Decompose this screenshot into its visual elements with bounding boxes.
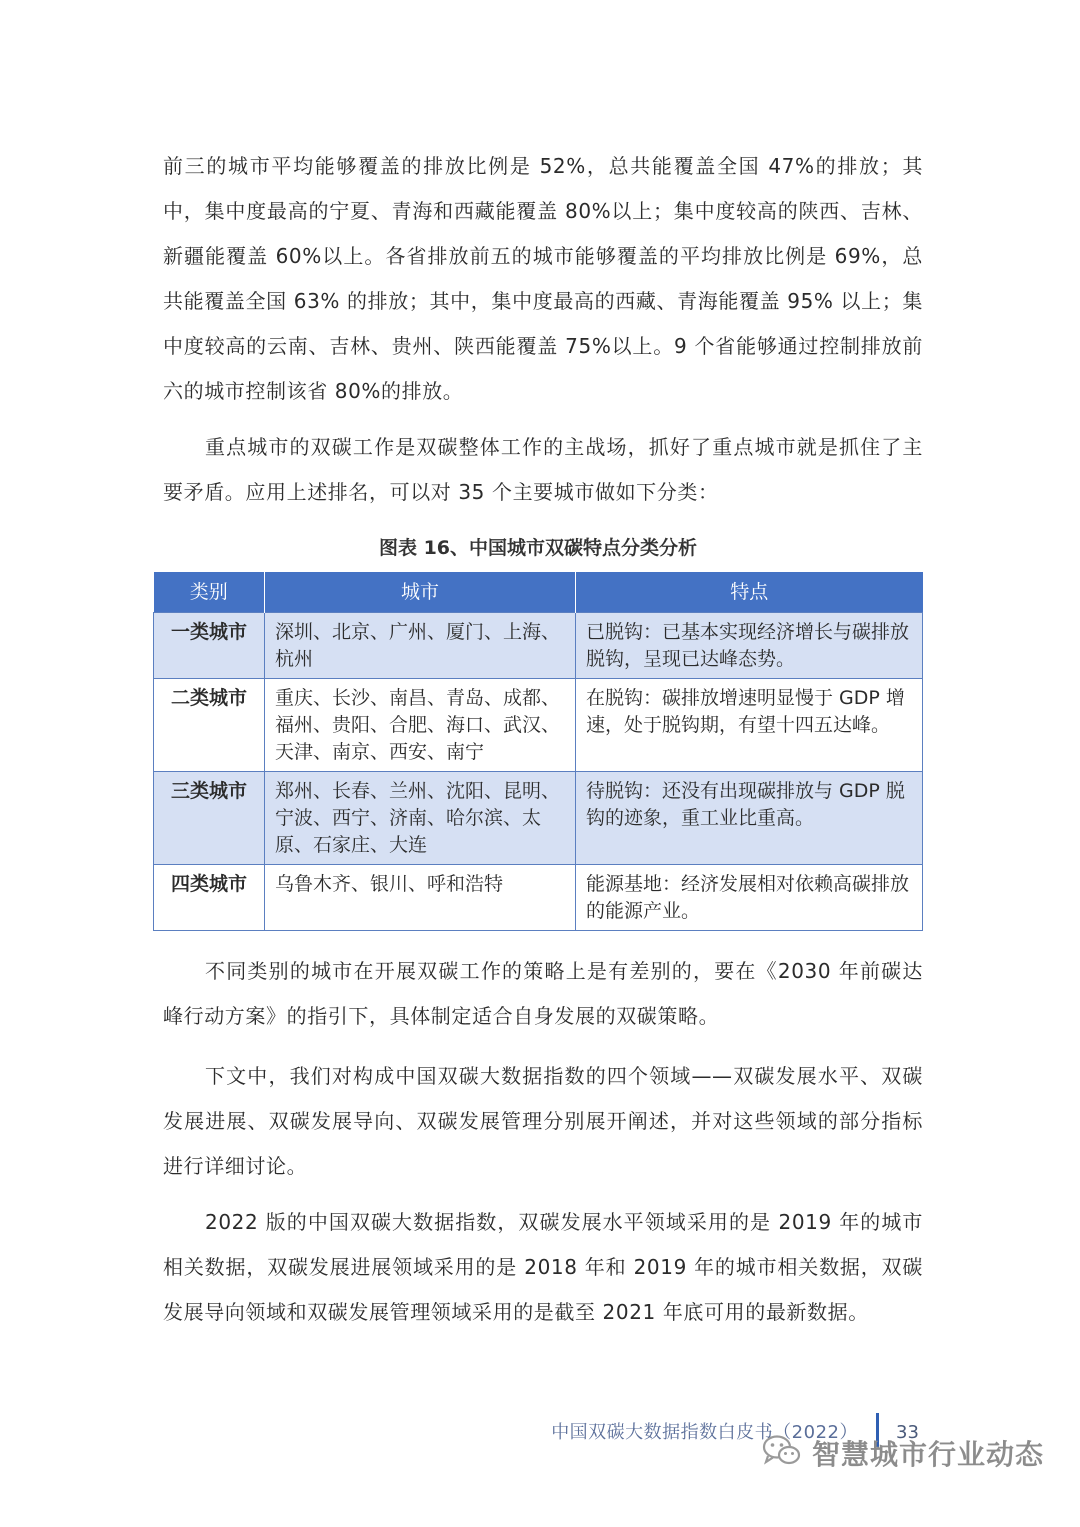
row-cities: 重庆、长沙、南昌、青岛、成都、福州、贵阳、合肥、海口、武汉、天津、南京、西安、南宁 [265, 679, 576, 772]
paragraph-2: 重点城市的双碳工作是双碳整体工作的主战场，抓好了重点城市就是抓住了主要矛盾。应用上述排名，可以对 35 个主要城市做如下分类： [163, 435, 923, 504]
row-category: 一类城市 [154, 613, 265, 679]
watermark [762, 1433, 1044, 1473]
header-cities: 城市 [265, 572, 576, 613]
footer-title: 中国双碳大数据指数白皮书（2022） [551, 1422, 858, 1443]
row-feature: 待脱钩：还没有出现碳排放与 GDP 脱钩的迹象，重工业比重高。 [576, 772, 923, 865]
watermark-text: 智慧城市行业动态 [811, 1438, 1044, 1471]
paragraph-3: 不同类别的城市在开展双碳工作的策略上是有差别的，要在《2030 年前碳达峰行动方案》的指引下，具体制定适合自身发展的双碳策略。 [163, 959, 923, 1028]
table-header-row [154, 572, 923, 613]
table-row [154, 613, 923, 679]
row-category: 四类城市 [154, 865, 265, 931]
table-row [154, 865, 923, 931]
row-feature: 在脱钩：碳排放增速明显慢于 GDP 增速，处于脱钩期，有望十四五达峰。 [576, 679, 923, 772]
paragraph-5: 2022 版的中国双碳大数据指数，双碳发展水平领域采用的是 2019 年的城市相关数据，双碳发展进展领域采用的是 2018 年和 2019 年的城市相关数据，双碳发展导向领域和双碳发展管理领域采用的是截至 2021 年底可用的最新数据。 [163, 1210, 923, 1324]
header-category: 类别 [154, 572, 265, 613]
header-feature: 特点 [576, 572, 923, 613]
row-feature: 能源基地：经济发展相对依赖高碳排放的能源产业。 [576, 865, 923, 931]
wechat-icon [762, 1434, 802, 1472]
row-category: 三类城市 [154, 772, 265, 865]
table-row [154, 772, 923, 865]
paragraph-4: 下文中，我们对构成中国双碳大数据指数的四个领域——双碳发展水平、双碳发展进展、双碳发展导向、双碳发展管理分别展开阐述，并对这些领域的部分指标进行详细讨论。 [163, 1064, 923, 1178]
row-cities: 郑州、长春、兰州、沈阳、昆明、宁波、西宁、济南、哈尔滨、太原、石家庄、大连 [265, 772, 576, 865]
page-number: 33 [896, 1422, 919, 1443]
row-category: 二类城市 [154, 679, 265, 772]
table-row [154, 679, 923, 772]
city-classification-table [153, 572, 923, 931]
row-feature: 已脱钩：已基本实现经济增长与碳排放脱钩，呈现已达峰态势。 [576, 613, 923, 679]
row-cities: 深圳、北京、广州、厦门、上海、杭州 [265, 613, 576, 679]
row-cities: 乌鲁木齐、银川、呼和浩特 [265, 865, 576, 931]
paragraph-1: 前三的城市平均能够覆盖的排放比例是 52%，总共能覆盖全国 47%的排放；其中，集中度最高的宁夏、青海和西藏能覆盖 80%以上；集中度较高的陕西、吉林、新疆能覆盖 60%以上。各省排放前五的城市能够覆盖的平均排放比例是 69%，总共能覆盖全国 63% 的排放；其中，集中度最高的西藏、青海能覆盖 95% 以上；集中度较高的云南、吉林、贵州、陕西能覆盖 75%以上。9 个省能够通过控制排放前六的城市控制该省 80%的排放。 [163, 154, 923, 403]
table-caption: 图表 16、中国城市双碳特点分类分析 [378, 537, 698, 559]
